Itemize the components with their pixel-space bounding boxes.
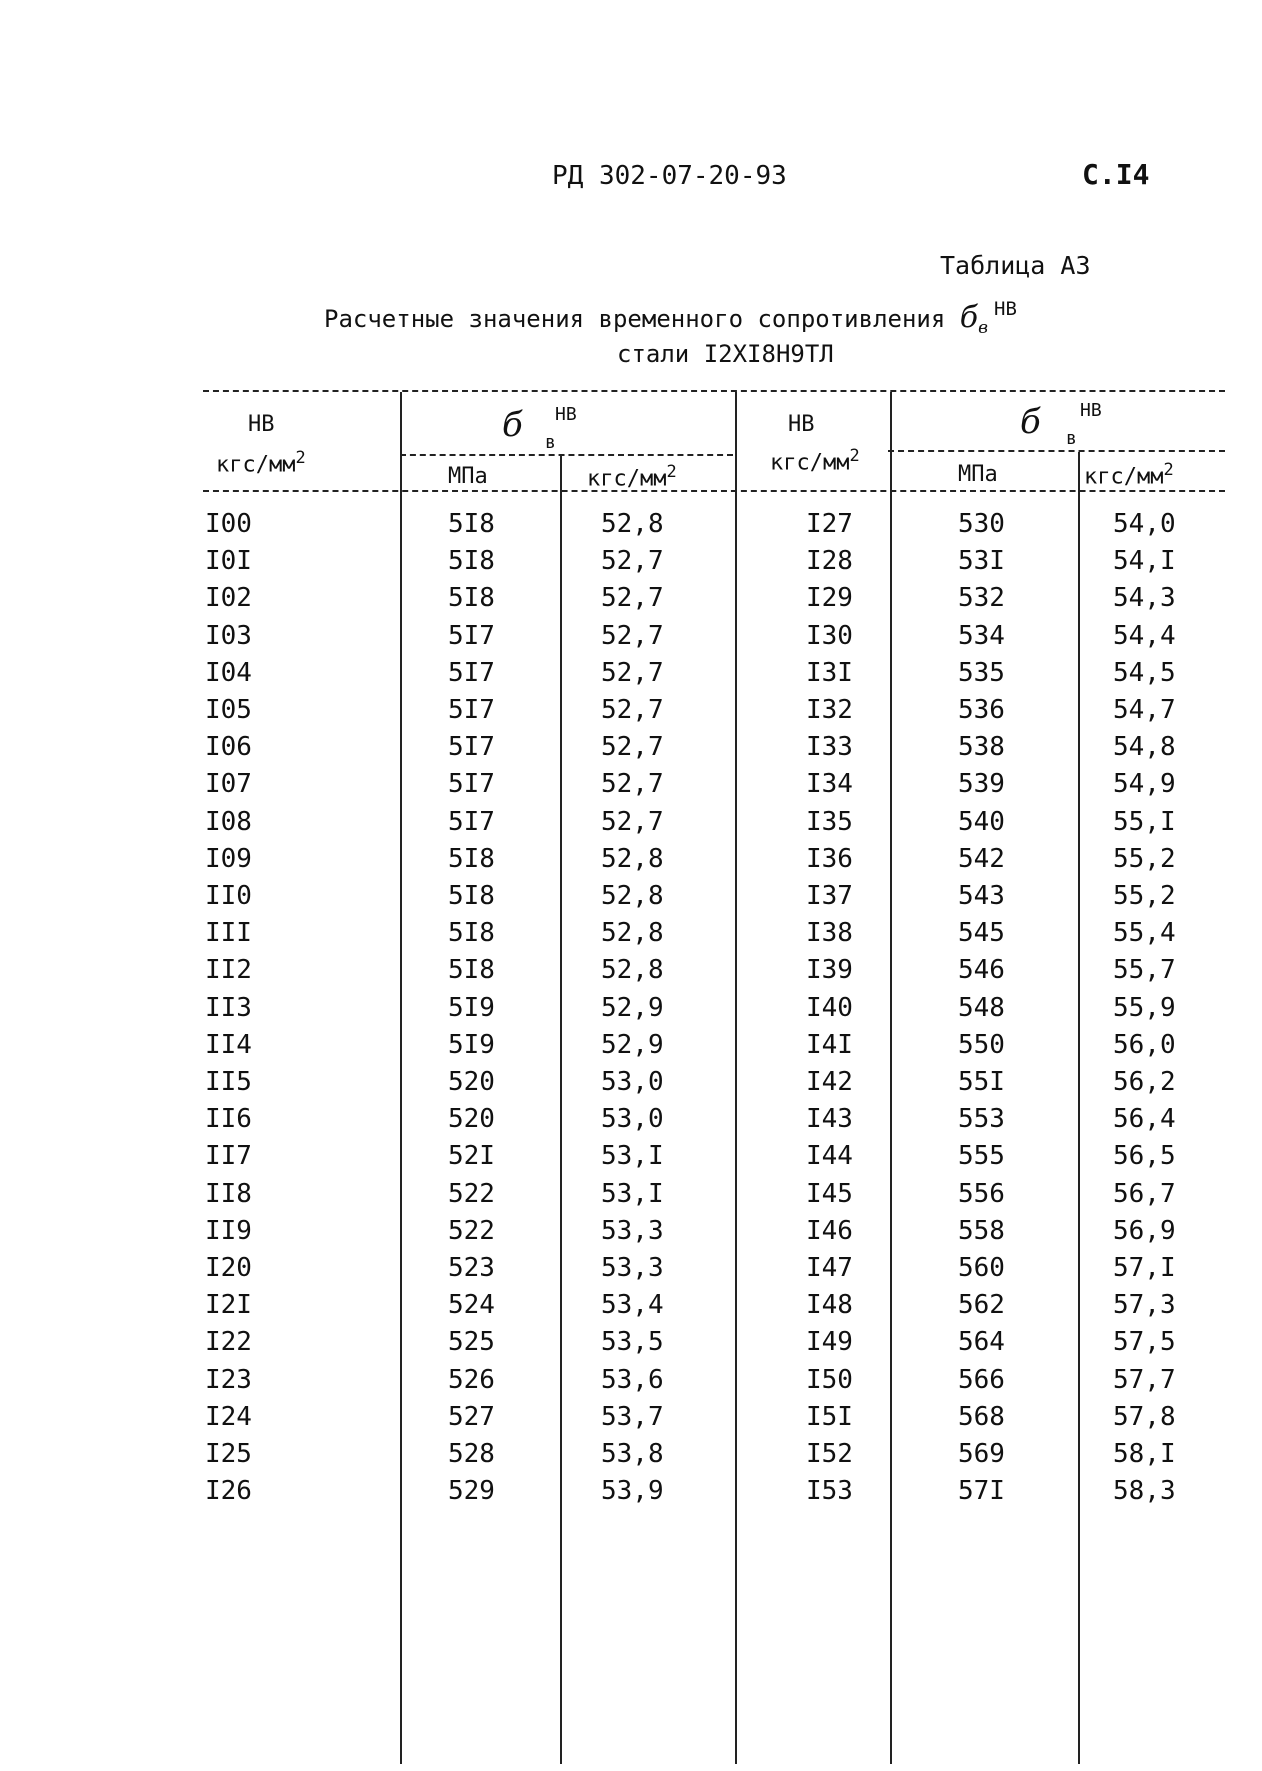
table-row <box>0 1250 1262 1287</box>
cell-hb-left: I24 <box>205 1401 252 1432</box>
cell-mpa-left: 5I8 <box>448 509 495 539</box>
cell-mpa-right: 539 <box>958 769 1005 800</box>
cell-hb-right: I47 <box>806 1253 853 1283</box>
cell-mpa-right: 553 <box>958 1104 1005 1135</box>
cell-hb-right: I35 <box>806 806 853 837</box>
table-row <box>0 1473 1262 1510</box>
cell-hb-left: I03 <box>205 620 252 651</box>
cell-kgf-right: 55,2 <box>1113 843 1176 874</box>
col-header-sigma-sub-right: в <box>1066 428 1077 449</box>
cell-hb-left: I26 <box>205 1476 252 1507</box>
cell-kgf-right: 55,4 <box>1113 918 1176 949</box>
table-title-text: Расчетные значения временного сопротивления <box>324 305 946 333</box>
cell-hb-left: II2 <box>205 955 252 986</box>
cell-mpa-right: 556 <box>958 1178 1005 1209</box>
cell-mpa-right: 569 <box>958 1439 1005 1469</box>
cell-hb-right: I30 <box>806 620 853 651</box>
table-row <box>0 618 1262 655</box>
cell-hb-right: I42 <box>806 1067 853 1097</box>
cell-mpa-left: 5I7 <box>448 695 495 725</box>
cell-mpa-left: 522 <box>448 1178 495 1209</box>
cell-hb-right: I50 <box>806 1364 853 1395</box>
cell-kgf-right: 56,9 <box>1113 1215 1176 1246</box>
cell-mpa-left: 520 <box>448 1067 495 1097</box>
cell-hb-left: I04 <box>205 657 252 688</box>
cell-mpa-right: 568 <box>958 1401 1005 1432</box>
cell-mpa-right: 57I <box>958 1476 1005 1507</box>
cell-kgf-right: 55,9 <box>1113 992 1176 1023</box>
cell-kgf-right: 57,8 <box>1113 1401 1176 1432</box>
cell-hb-right: I37 <box>806 881 853 911</box>
cell-hb-left: II6 <box>205 1104 252 1135</box>
cell-mpa-right: 566 <box>958 1364 1005 1395</box>
cell-kgf-left: 53,3 <box>601 1215 664 1246</box>
cell-hb-right: I44 <box>806 1141 853 1172</box>
col-header-kgf-right: кгс/$мм^2$ <box>1084 460 1174 490</box>
table-row <box>0 1324 1262 1361</box>
cell-mpa-left: 526 <box>448 1364 495 1395</box>
cell-mpa-right: 534 <box>958 620 1005 651</box>
cell-hb-right: I29 <box>806 583 853 614</box>
cell-kgf-right: 54,5 <box>1113 657 1176 688</box>
cell-mpa-right: 543 <box>958 881 1005 911</box>
cell-hb-left: II4 <box>205 1029 252 1060</box>
cell-kgf-right: 56,4 <box>1113 1104 1176 1135</box>
cell-kgf-left: 52,7 <box>601 657 664 688</box>
cell-hb-left: I06 <box>205 732 252 763</box>
cell-mpa-right: 536 <box>958 695 1005 725</box>
col-header-hb-unit-right: кгс/$мм^2$ <box>770 446 860 476</box>
cell-mpa-left: 5I9 <box>448 1029 495 1060</box>
cell-hb-left: II8 <box>205 1178 252 1209</box>
cell-hb-right: I34 <box>806 769 853 800</box>
cell-kgf-right: 56,7 <box>1113 1178 1176 1209</box>
cell-hb-right: I46 <box>806 1215 853 1246</box>
cell-kgf-left: 53,0 <box>601 1067 664 1097</box>
table-row <box>0 729 1262 766</box>
cell-mpa-right: 538 <box>958 732 1005 763</box>
table-row <box>0 804 1262 841</box>
cell-kgf-left: 53,3 <box>601 1253 664 1283</box>
cell-mpa-left: 520 <box>448 1104 495 1135</box>
cell-kgf-left: 52,8 <box>601 509 664 539</box>
cell-kgf-left: 52,7 <box>601 546 664 577</box>
cell-mpa-left: 5I8 <box>448 918 495 949</box>
cell-kgf-right: 54,8 <box>1113 732 1176 763</box>
col-header-mpa-left: МПа <box>448 464 488 489</box>
table-row <box>0 1138 1262 1175</box>
cell-kgf-left: 53,I <box>601 1141 664 1172</box>
cell-hb-right: I27 <box>806 509 853 539</box>
cell-hb-left: I08 <box>205 806 252 837</box>
table-row <box>0 506 1262 543</box>
cell-mpa-right: 548 <box>958 992 1005 1023</box>
cell-kgf-left: 52,7 <box>601 769 664 800</box>
table-row <box>0 1064 1262 1101</box>
cell-mpa-right: 55I <box>958 1067 1005 1097</box>
cell-kgf-left: 53,9 <box>601 1476 664 1507</box>
cell-kgf-right: 58,I <box>1113 1439 1176 1469</box>
cell-kgf-left: 52,7 <box>601 695 664 725</box>
cell-mpa-left: 52I <box>448 1141 495 1172</box>
cell-hb-left: II5 <box>205 1067 252 1097</box>
cell-kgf-left: 52,8 <box>601 955 664 986</box>
table-row <box>0 952 1262 989</box>
cell-hb-left: I07 <box>205 769 252 800</box>
cell-mpa-left: 527 <box>448 1401 495 1432</box>
cell-hb-left: II0 <box>205 881 252 911</box>
cell-kgf-right: 55,I <box>1113 806 1176 837</box>
cell-hb-left: II9 <box>205 1215 252 1246</box>
cell-kgf-left: 52,7 <box>601 583 664 614</box>
table-row <box>0 1399 1262 1436</box>
cell-hb-right: I5I <box>806 1401 853 1432</box>
cell-mpa-right: 545 <box>958 918 1005 949</box>
col-header-sigma-sup-right: НВ <box>1080 400 1102 421</box>
cell-kgf-left: 53,8 <box>601 1439 664 1469</box>
cell-hb-right: I4I <box>806 1029 853 1060</box>
cell-mpa-right: 540 <box>958 806 1005 837</box>
page-number: С.I4 <box>1082 158 1150 191</box>
cell-mpa-right: 564 <box>958 1327 1005 1358</box>
cell-kgf-left: 53,4 <box>601 1290 664 1321</box>
cell-mpa-left: 524 <box>448 1290 495 1321</box>
cell-hb-left: I05 <box>205 695 252 725</box>
cell-kgf-right: 54,3 <box>1113 583 1176 614</box>
table-row <box>0 692 1262 729</box>
cell-kgf-left: 52,8 <box>601 881 664 911</box>
cell-kgf-right: 55,7 <box>1113 955 1176 986</box>
cell-hb-left: I2I <box>205 1290 252 1321</box>
cell-kgf-left: 52,7 <box>601 806 664 837</box>
cell-hb-left: I20 <box>205 1253 252 1283</box>
cell-mpa-left: 5I8 <box>448 546 495 577</box>
cell-hb-right: I45 <box>806 1178 853 1209</box>
cell-hb-left: III <box>205 918 252 949</box>
cell-mpa-right: 532 <box>958 583 1005 614</box>
cell-hb-right: I53 <box>806 1476 853 1507</box>
cell-kgf-right: 54,9 <box>1113 769 1176 800</box>
cell-kgf-right: 57,I <box>1113 1253 1176 1283</box>
table-row <box>0 580 1262 617</box>
cell-hb-right: I52 <box>806 1439 853 1469</box>
cell-mpa-right: 555 <box>958 1141 1005 1172</box>
cell-hb-right: I39 <box>806 955 853 986</box>
cell-kgf-right: 57,3 <box>1113 1290 1176 1321</box>
cell-mpa-left: 5I8 <box>448 955 495 986</box>
cell-hb-right: I32 <box>806 695 853 725</box>
cell-mpa-left: 5I7 <box>448 657 495 688</box>
cell-hb-right: I3I <box>806 657 853 688</box>
table-row <box>0 915 1262 952</box>
cell-mpa-left: 528 <box>448 1439 495 1469</box>
cell-mpa-right: 560 <box>958 1253 1005 1283</box>
cell-mpa-right: 546 <box>958 955 1005 986</box>
cell-hb-right: I36 <box>806 843 853 874</box>
cell-hb-right: I40 <box>806 992 853 1023</box>
table-row <box>0 878 1262 915</box>
cell-kgf-left: 52,7 <box>601 732 664 763</box>
table-row <box>0 841 1262 878</box>
cell-mpa-left: 522 <box>448 1215 495 1246</box>
cell-kgf-right: 54,0 <box>1113 509 1176 539</box>
cell-mpa-left: 5I8 <box>448 843 495 874</box>
cell-hb-left: II7 <box>205 1141 252 1172</box>
cell-kgf-left: 52,7 <box>601 620 664 651</box>
table-row <box>0 1362 1262 1399</box>
cell-kgf-right: 56,5 <box>1113 1141 1176 1172</box>
cell-mpa-left: 5I7 <box>448 806 495 837</box>
cell-mpa-left: 5I7 <box>448 620 495 651</box>
cell-kgf-left: 52,8 <box>601 918 664 949</box>
cell-kgf-right: 55,2 <box>1113 881 1176 911</box>
col-header-sigma-sub-left: в <box>545 432 556 453</box>
cell-kgf-left: 52,9 <box>601 1029 664 1060</box>
cell-hb-left: I25 <box>205 1439 252 1469</box>
col-header-sigma-sup-left: НВ <box>555 404 577 425</box>
col-header-kgf-left: кгс/$мм^2$ <box>587 462 677 492</box>
table-row <box>0 1176 1262 1213</box>
cell-kgf-left: 53,6 <box>601 1364 664 1395</box>
cell-hb-right: I49 <box>806 1327 853 1358</box>
cell-hb-right: I28 <box>806 546 853 577</box>
cell-kgf-right: 56,0 <box>1113 1029 1176 1060</box>
table-row <box>0 1101 1262 1138</box>
table-label: Таблица А3 <box>940 251 1091 280</box>
cell-mpa-left: 523 <box>448 1253 495 1283</box>
col-header-sigma-left: б <box>502 405 523 445</box>
cell-kgf-left: 52,8 <box>601 843 664 874</box>
cell-mpa-right: 558 <box>958 1215 1005 1246</box>
document-code: РД 302-07-20-93 <box>552 161 787 191</box>
cell-mpa-left: 5I7 <box>448 732 495 763</box>
cell-hb-left: II3 <box>205 992 252 1023</box>
cell-mpa-left: 5I9 <box>448 992 495 1023</box>
cell-kgf-left: 53,0 <box>601 1104 664 1135</box>
table-row <box>0 1027 1262 1064</box>
table-row <box>0 543 1262 580</box>
cell-mpa-left: 5I8 <box>448 881 495 911</box>
cell-mpa-left: 5I8 <box>448 583 495 614</box>
cell-hb-right: I48 <box>806 1290 853 1321</box>
table-row <box>0 766 1262 803</box>
cell-mpa-right: 53I <box>958 546 1005 577</box>
cell-hb-left: I02 <box>205 583 252 614</box>
cell-kgf-right: 54,I <box>1113 546 1176 577</box>
cell-mpa-right: 542 <box>958 843 1005 874</box>
cell-hb-left: I09 <box>205 843 252 874</box>
cell-hb-left: I23 <box>205 1364 252 1395</box>
cell-kgf-left: 52,9 <box>601 992 664 1023</box>
table-row <box>0 1287 1262 1324</box>
sigma-subscript: в <box>978 318 988 338</box>
cell-kgf-left: 53,7 <box>601 1401 664 1432</box>
table-row <box>0 655 1262 692</box>
cell-mpa-left: 5I7 <box>448 769 495 800</box>
cell-kgf-right: 56,2 <box>1113 1067 1176 1097</box>
cell-hb-right: I33 <box>806 732 853 763</box>
table-subtitle: стали I2ХI8Н9ТЛ <box>617 340 834 368</box>
cell-kgf-right: 57,7 <box>1113 1364 1176 1395</box>
col-header-hb-left: НВ <box>248 412 275 437</box>
col-header-hb-unit-left: кгс/$мм^2$ <box>216 448 306 478</box>
cell-hb-left: I0I <box>205 546 252 577</box>
cell-kgf-right: 54,4 <box>1113 620 1176 651</box>
cell-kgf-left: 53,5 <box>601 1327 664 1358</box>
table-row <box>0 1213 1262 1250</box>
cell-kgf-right: 58,3 <box>1113 1476 1176 1507</box>
cell-hb-left: I22 <box>205 1327 252 1358</box>
cell-hb-right: I43 <box>806 1104 853 1135</box>
cell-mpa-left: 529 <box>448 1476 495 1507</box>
table-row <box>0 1436 1262 1473</box>
sigma-superscript: НВ <box>994 298 1017 320</box>
cell-mpa-right: 550 <box>958 1029 1005 1060</box>
sigma-symbol: б <box>959 300 979 335</box>
cell-hb-right: I38 <box>806 918 853 949</box>
cell-kgf-right: 57,5 <box>1113 1327 1176 1358</box>
col-header-sigma-right: б <box>1020 402 1041 442</box>
cell-kgf-left: 53,I <box>601 1178 664 1209</box>
cell-mpa-right: 535 <box>958 657 1005 688</box>
cell-hb-left: I00 <box>205 509 252 539</box>
cell-mpa-right: 562 <box>958 1290 1005 1321</box>
col-header-hb-right: НВ <box>788 412 815 437</box>
cell-kgf-right: 54,7 <box>1113 695 1176 725</box>
col-header-mpa-right: МПа <box>958 462 998 487</box>
cell-mpa-left: 525 <box>448 1327 495 1358</box>
table-row <box>0 990 1262 1027</box>
cell-mpa-right: 530 <box>958 509 1005 539</box>
